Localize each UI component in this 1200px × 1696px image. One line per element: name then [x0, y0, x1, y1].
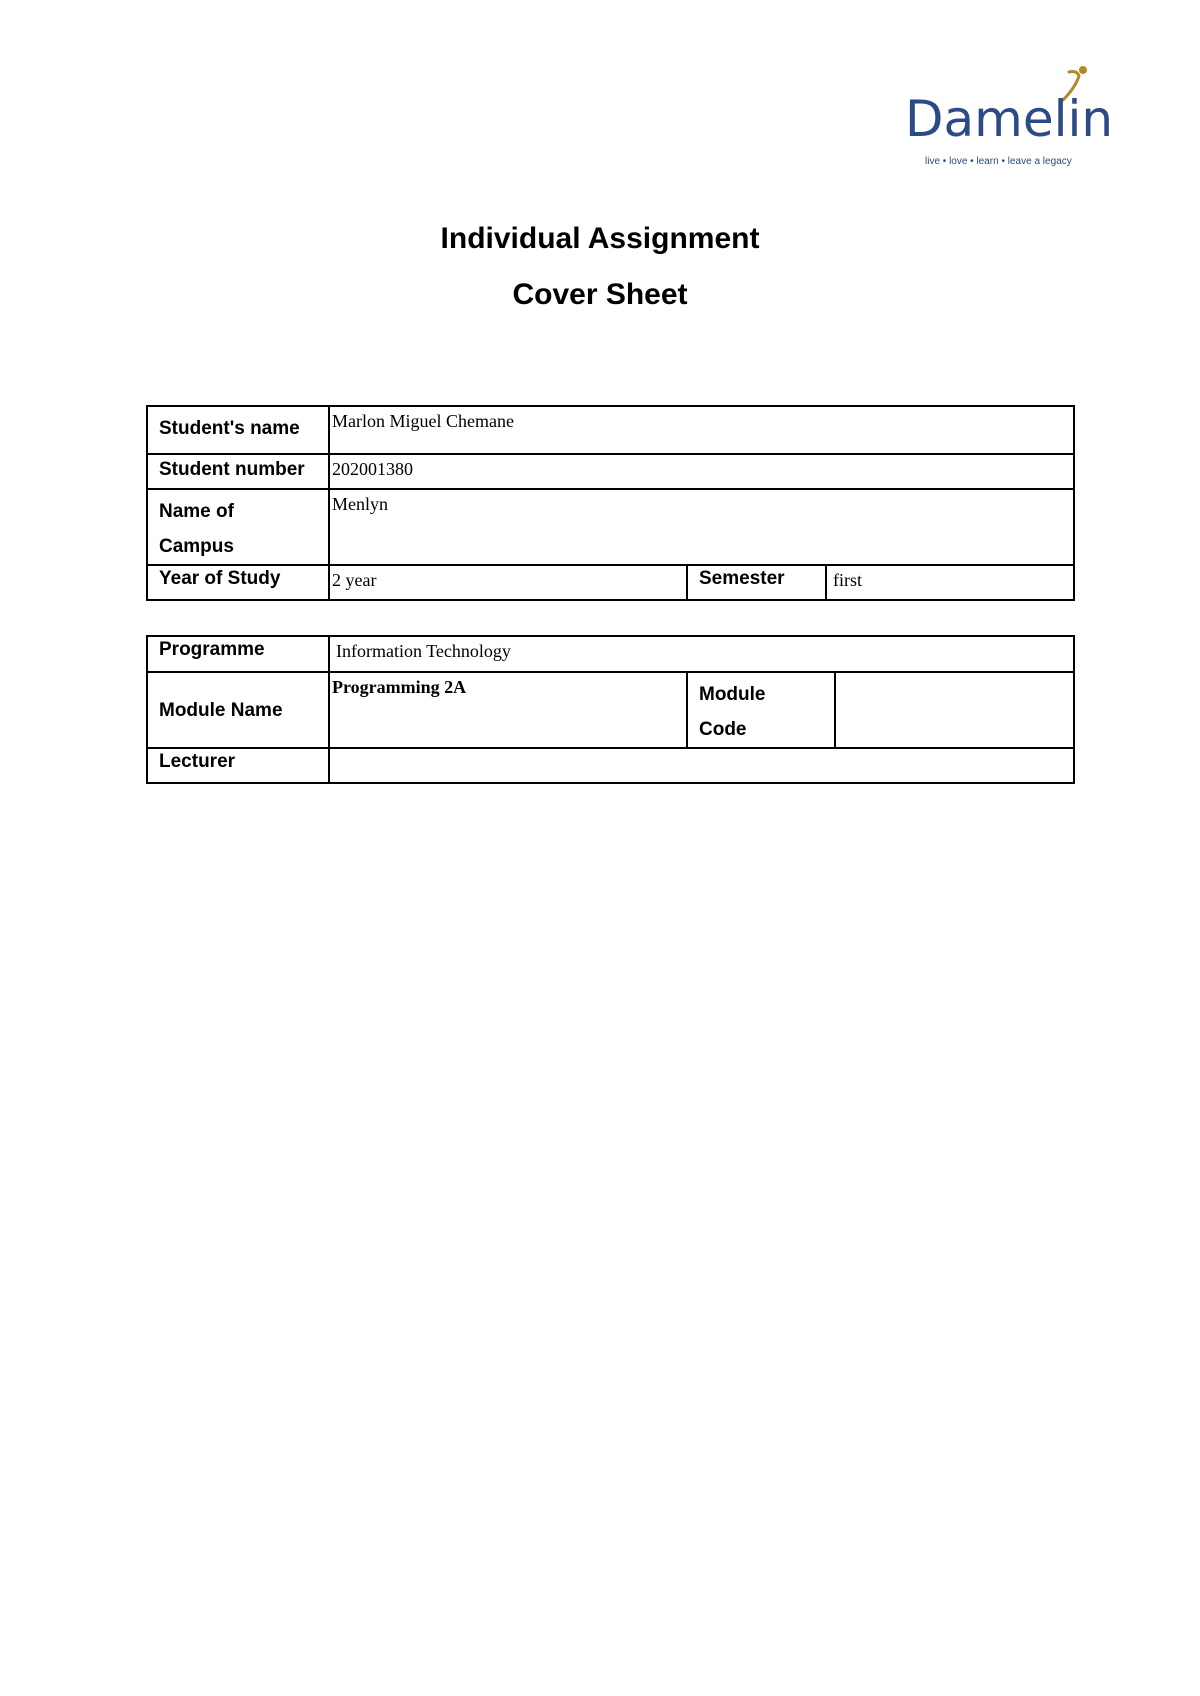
module-code-label: [687, 672, 835, 748]
campus-label-line2: Campus: [159, 536, 234, 557]
module-code-label-line2: Code: [699, 719, 747, 740]
module-code-field[interactable]: [835, 672, 1074, 748]
campus-field[interactable]: Menlyn: [329, 489, 1074, 565]
student-details-table: [146, 405, 1075, 601]
table-row: [147, 636, 1074, 672]
programme-label: Programme: [147, 636, 329, 672]
table-row: [147, 454, 1074, 489]
lecturer-label: Lecturer: [147, 748, 329, 783]
logo-tagline: live • love • learn • leave a legacy: [925, 156, 1072, 167]
logo-wordmark: Damelin: [905, 90, 1114, 148]
year-of-study-field[interactable]: 2 year: [329, 565, 687, 600]
semester-field[interactable]: first: [826, 565, 1074, 600]
table-row: [147, 489, 1074, 565]
module-name-field[interactable]: Programming 2A: [329, 672, 687, 748]
semester-label: Semester: [687, 565, 826, 600]
table-row: [147, 406, 1074, 454]
module-details-table: [146, 635, 1075, 784]
student-name-label: Student's name: [147, 406, 329, 454]
campus-label-line1: Name of: [159, 501, 234, 522]
module-name-label: Module Name: [147, 672, 329, 748]
student-number-field[interactable]: 202001380: [329, 454, 1074, 489]
programme-field[interactable]: Information Technology: [329, 636, 1074, 672]
table-row: [147, 672, 1074, 748]
module-code-label-line1: Module: [699, 684, 766, 705]
student-name-field[interactable]: Marlon Miguel Chemane: [329, 406, 1074, 454]
year-of-study-label: Year of Study: [147, 565, 329, 600]
damelin-logo: [905, 64, 1125, 174]
lecturer-field[interactable]: [329, 748, 1074, 783]
campus-label: [147, 489, 329, 565]
page-title: Individual Assignment: [440, 222, 760, 255]
table-row: [147, 565, 1074, 600]
table-row: [147, 748, 1074, 783]
page-subtitle: Cover Sheet: [512, 278, 688, 311]
student-number-label: Student number: [147, 454, 329, 489]
